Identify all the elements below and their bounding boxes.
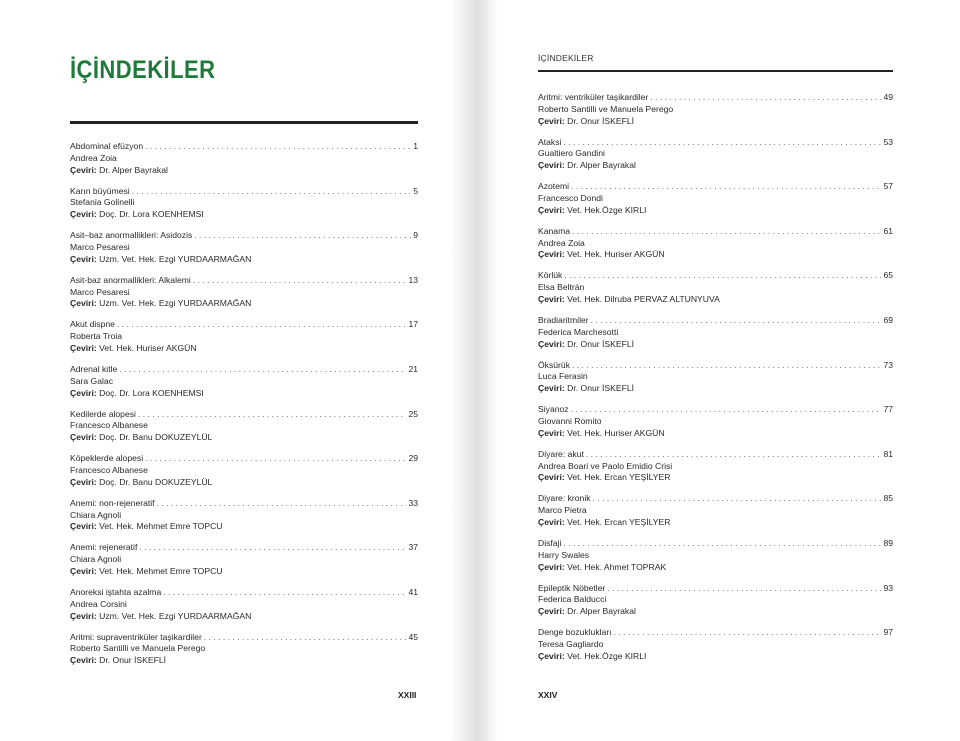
chapter-author: Chiara Agnoli	[70, 509, 122, 520]
toc-entry-heading	[70, 498, 418, 510]
chapter-translator	[70, 432, 418, 444]
translator-label: Çeviri:	[70, 521, 97, 532]
toc-entry	[70, 319, 418, 364]
dot-leader	[193, 275, 407, 287]
chapter-page-number: 81	[883, 448, 893, 459]
dot-leader	[571, 404, 882, 416]
toc-entry-heading	[538, 627, 893, 639]
chapter-translator	[70, 298, 418, 310]
translator-name: Vet. Hek. Mehmet Emre TOPCU	[99, 521, 223, 532]
dot-leader	[614, 627, 882, 639]
chapter-title: Karın büyümesi	[70, 185, 130, 196]
dot-leader	[157, 498, 407, 510]
translator-label: Çeviri:	[70, 164, 97, 175]
chapter-translator	[70, 566, 418, 578]
chapter-title: Denge bozuklukları	[538, 627, 612, 638]
chapter-title: Asit–baz anormallikleri: Asidozis	[70, 230, 193, 241]
chapter-author: Stefania Golinelli	[70, 197, 135, 208]
translator-label: Çeviri:	[538, 516, 565, 527]
translator-label: Çeviri:	[538, 293, 565, 304]
toc-entry	[70, 364, 418, 409]
dot-leader	[563, 538, 881, 550]
translator-name: Vet. Hek. Ercan YEŞİLYER	[567, 516, 671, 527]
toc-entry	[538, 538, 893, 583]
chapter-title: Epileptik Nöbetler	[538, 582, 606, 593]
chapter-page-number: 97	[883, 627, 893, 638]
chapter-author: Federica Balducci	[538, 594, 607, 605]
translator-name: Vet. Hek. Ahmet TOPRAK	[567, 561, 667, 572]
chapter-translator	[70, 209, 418, 221]
translator-label: Çeviri:	[538, 383, 565, 394]
chapter-translator	[70, 343, 418, 355]
dot-leader	[163, 587, 406, 599]
toc-entry-heading	[538, 360, 893, 372]
translator-name: Vet. Hek. Mehmet Emre TOPCU	[99, 565, 223, 576]
chapter-translator	[538, 606, 893, 618]
chapter-author: Roberto Santilli ve Manuela Perego	[70, 643, 206, 654]
translator-name: Uzm. Vet. Hek. Ezgi YURDAARMAĞAN	[99, 253, 252, 264]
chapter-translator	[538, 562, 893, 574]
chapter-title: Anemi: rejeneratif	[70, 542, 138, 553]
chapter-translator	[70, 655, 418, 667]
chapter-title: Anemi: non-rejeneratif	[70, 497, 155, 508]
chapter-author: Francesco Dondi	[538, 192, 603, 203]
chapter-translator	[538, 472, 893, 484]
chapter-translator	[538, 249, 893, 261]
translator-name: Vet. Hek. Huriser AKGÜN	[567, 249, 665, 260]
right-page	[476, 0, 960, 741]
translator-label: Çeviri:	[538, 160, 565, 171]
chapter-translator	[70, 165, 418, 177]
toc-entry-heading	[70, 186, 418, 198]
toc-entry-heading	[538, 226, 893, 238]
chapter-translator	[538, 116, 893, 128]
chapter-page-number: 89	[883, 537, 893, 548]
toc-entry-heading	[70, 453, 418, 465]
left-page	[0, 0, 476, 741]
toc-entry	[70, 186, 418, 231]
dot-leader	[571, 181, 881, 193]
toc-entry	[70, 587, 418, 632]
dot-leader	[132, 186, 412, 198]
chapter-title: Körlük	[538, 270, 563, 281]
header-rule	[538, 70, 893, 72]
chapter-title: Abdominal efüzyon	[70, 141, 144, 151]
translator-label: Çeviri:	[538, 338, 565, 349]
translator-name: Vet. Hek.Özge KIRLI	[567, 204, 647, 215]
chapter-author: Francesco Albanese	[70, 420, 148, 431]
chapter-author: Andrea Zoia	[538, 237, 585, 248]
chapter-page-number: 57	[883, 181, 893, 192]
dot-leader	[145, 141, 411, 153]
translator-label: Çeviri:	[70, 209, 97, 220]
chapter-page-number: 73	[883, 359, 893, 370]
toc-entry	[538, 270, 893, 315]
chapter-title: Akut dispne	[70, 319, 115, 330]
translator-name: Vet. Hek. Ercan YEŞİLYER	[567, 472, 671, 483]
translator-label: Çeviri:	[538, 472, 565, 483]
toc-entry	[538, 627, 893, 672]
dot-leader	[572, 226, 881, 238]
chapter-page-number: 17	[408, 319, 418, 330]
chapter-author: Andrea Boari ve Paolo Emidio Crisi	[538, 460, 673, 471]
chapter-title: Ataksi	[538, 136, 562, 147]
dot-leader	[563, 137, 881, 149]
chapter-page-number: 65	[883, 270, 893, 281]
toc-entry	[538, 583, 893, 628]
translator-label: Çeviri:	[70, 565, 97, 576]
chapter-author: Chiara Agnoli	[70, 554, 122, 565]
toc-list-left	[70, 141, 418, 676]
toc-entry-heading	[70, 409, 418, 421]
translator-label: Çeviri:	[538, 561, 565, 572]
chapter-page-number: 77	[883, 404, 893, 415]
translator-name: Vet. Hek. Huriser AKGÜN	[567, 427, 665, 438]
page-title: İÇİNDEKİLER	[70, 56, 216, 84]
translator-label: Çeviri:	[538, 115, 565, 126]
toc-entry	[70, 542, 418, 587]
chapter-title: Diyare: akut	[538, 448, 584, 459]
chapter-author: Elsa Beltrán	[538, 282, 585, 293]
chapter-title: Siyanoz	[538, 404, 569, 415]
toc-entry-heading	[538, 137, 893, 149]
chapter-author: Federica Marchesotti	[538, 326, 619, 337]
translator-name: Uzm. Vet. Hek. Ezgi YURDAARMAĞAN	[99, 298, 252, 309]
toc-entry	[70, 453, 418, 498]
toc-entry-heading	[538, 315, 893, 327]
translator-label: Çeviri:	[70, 342, 97, 353]
translator-label: Çeviri:	[538, 606, 565, 617]
chapter-translator	[538, 339, 893, 351]
toc-entry	[538, 226, 893, 271]
chapter-translator	[538, 651, 893, 663]
translator-label: Çeviri:	[538, 650, 565, 661]
dot-leader	[591, 315, 882, 327]
toc-entry	[70, 498, 418, 543]
gutter-shadow	[476, 0, 498, 741]
chapter-page-number: 37	[408, 542, 418, 553]
chapter-title: Kanama	[538, 225, 571, 236]
chapter-translator	[70, 388, 418, 400]
chapter-author: Roberto Santilli ve Manuela Perego	[538, 103, 674, 114]
chapter-title: Diyare: kronik	[538, 493, 591, 504]
translator-name: Dr. Onur İSKEFLİ	[99, 655, 167, 666]
translator-name: Dr. Onur İSKEFLİ	[567, 383, 635, 394]
chapter-author: Gualtiero Gandini	[538, 148, 605, 159]
translator-name: Doç. Dr. Lora KOENHEMSI	[99, 387, 204, 398]
chapter-page-number: 9	[413, 230, 418, 241]
toc-entry	[538, 493, 893, 538]
translator-name: Uzm. Vet. Hek. Ezgi YURDAARMAĞAN	[99, 610, 252, 621]
gutter-shadow	[450, 0, 476, 741]
toc-entry-heading	[538, 583, 893, 595]
chapter-author: Sara Galac	[70, 375, 113, 386]
dot-leader	[119, 364, 406, 376]
dot-leader	[145, 453, 406, 465]
toc-entry-heading	[70, 275, 418, 287]
toc-entry	[70, 632, 418, 677]
dot-leader	[572, 360, 881, 372]
chapter-page-number: 49	[883, 92, 893, 102]
dot-leader	[138, 409, 407, 421]
chapter-title: Anoreksi iştahta azalma	[70, 586, 162, 597]
title-rule	[70, 121, 418, 124]
chapter-title: Disfaji	[538, 537, 562, 548]
chapter-translator	[70, 521, 418, 533]
translator-label: Çeviri:	[538, 249, 565, 260]
chapter-translator	[70, 254, 418, 266]
chapter-author: Marco Pietra	[538, 505, 587, 516]
toc-entry-heading	[70, 141, 418, 153]
toc-entry	[70, 409, 418, 454]
toc-entry	[538, 92, 893, 137]
toc-entry	[70, 141, 418, 186]
dot-leader	[204, 632, 407, 644]
chapter-title: Kedilerde alopesi	[70, 408, 136, 419]
chapter-author: Luca Ferasin	[538, 371, 588, 382]
chapter-translator	[538, 160, 893, 172]
translator-label: Çeviri:	[70, 253, 97, 264]
chapter-page-number: 21	[408, 363, 418, 374]
translator-name: Dr. Alper Bayrakal	[567, 606, 636, 617]
toc-entry-heading	[70, 632, 418, 644]
chapter-title: Asit-baz anormallikleri: Alkalemi	[70, 274, 191, 285]
toc-entry	[538, 404, 893, 449]
chapter-author: Francesco Albanese	[70, 464, 148, 475]
dot-leader	[593, 493, 882, 505]
chapter-page-number: 33	[408, 497, 418, 508]
chapter-author: Giovanni Romito	[538, 415, 602, 426]
chapter-page-number: 53	[883, 136, 893, 147]
translator-name: Vet. Hek.Özge KIRLI	[567, 650, 647, 661]
translator-label: Çeviri:	[70, 432, 97, 443]
translator-label: Çeviri:	[538, 427, 565, 438]
toc-entry	[538, 449, 893, 494]
page-number: XXIV	[538, 690, 558, 700]
toc-entry	[70, 275, 418, 320]
chapter-translator	[538, 205, 893, 217]
translator-name: Vet. Hek. Dilruba PERVAZ ALTUNYUVA	[567, 293, 720, 304]
translator-name: Dr. Onur İSKEFLİ	[567, 115, 635, 126]
translator-label: Çeviri:	[538, 204, 565, 215]
chapter-author: Andrea Zoia	[70, 152, 117, 163]
toc-entry-heading	[70, 319, 418, 331]
chapter-translator	[70, 611, 418, 623]
toc-entry	[70, 230, 418, 275]
chapter-page-number: 61	[883, 225, 893, 236]
chapter-translator	[538, 383, 893, 395]
chapter-title: Adrenal kitle	[70, 363, 118, 374]
toc-entry-heading	[538, 449, 893, 461]
toc-entry	[538, 360, 893, 405]
dot-leader	[650, 92, 881, 104]
toc-entry	[538, 315, 893, 360]
chapter-page-number: 29	[408, 453, 418, 464]
chapter-translator	[70, 477, 418, 489]
chapter-title: Aritmi: ventriküler taşikardiler	[538, 92, 649, 102]
chapter-translator	[538, 294, 893, 306]
dot-leader	[564, 270, 881, 282]
chapter-page-number: 1	[413, 141, 418, 151]
toc-entry-heading	[538, 270, 893, 282]
chapter-author: Marco Pesaresi	[70, 286, 130, 297]
translator-name: Doç. Dr. Banu DOKUZEYLÜL	[99, 476, 213, 487]
chapter-author: Roberta Troia	[70, 331, 123, 342]
chapter-title: Öksürük	[538, 359, 570, 370]
toc-entry	[538, 181, 893, 226]
running-head: İÇİNDEKİLER	[538, 53, 594, 63]
translator-label: Çeviri:	[70, 298, 97, 309]
chapter-page-number: 25	[408, 408, 418, 419]
chapter-translator	[538, 517, 893, 529]
chapter-author: Marco Pesaresi	[70, 241, 130, 252]
toc-entry-heading	[538, 538, 893, 550]
toc-entry	[538, 137, 893, 182]
chapter-author: Andrea Corsini	[70, 598, 127, 609]
translator-name: Doç. Dr. Lora KOENHEMSI	[99, 209, 204, 220]
chapter-page-number: 5	[413, 185, 418, 196]
chapter-translator	[538, 428, 893, 440]
translator-name: Dr. Alper Bayrakal	[567, 160, 636, 171]
chapter-page-number: 45	[408, 631, 418, 642]
translator-name: Dr. Alper Bayrakal	[99, 164, 168, 175]
toc-entry-heading	[70, 230, 418, 242]
toc-entry-heading	[538, 404, 893, 416]
chapter-author: Teresa Gagliardo	[538, 638, 604, 649]
toc-list-right	[538, 92, 893, 672]
toc-entry-heading	[538, 181, 893, 193]
chapter-page-number: 93	[883, 582, 893, 593]
toc-entry-heading	[538, 493, 893, 505]
dot-leader	[117, 319, 407, 331]
toc-entry-heading	[70, 587, 418, 599]
toc-entry-heading	[70, 364, 418, 376]
chapter-author: Harry Swales	[538, 549, 590, 560]
chapter-page-number: 13	[408, 274, 418, 285]
translator-label: Çeviri:	[70, 387, 97, 398]
chapter-page-number: 85	[883, 493, 893, 504]
toc-entry-heading	[538, 92, 893, 104]
translator-label: Çeviri:	[70, 476, 97, 487]
translator-label: Çeviri:	[70, 655, 97, 666]
toc-entry-heading	[70, 542, 418, 554]
translator-name: Vet. Hek. Huriser AKGÜN	[99, 342, 197, 353]
page-number: XXIII	[398, 690, 417, 700]
chapter-title: Azotemi	[538, 181, 570, 192]
chapter-title: Bradiaritmiler	[538, 314, 589, 325]
dot-leader	[194, 230, 411, 242]
chapter-page-number: 69	[883, 314, 893, 325]
translator-name: Dr. Onur İSKEFLİ	[567, 338, 635, 349]
dot-leader	[139, 542, 406, 554]
translator-name: Doç. Dr. Banu DOKUZEYLÜL	[99, 432, 213, 443]
chapter-title: Köpeklerde alopesi	[70, 453, 144, 464]
dot-leader	[607, 583, 881, 595]
dot-leader	[586, 449, 882, 461]
chapter-page-number: 41	[408, 586, 418, 597]
chapter-title: Aritmi: supraventriküler taşikardiler	[70, 631, 202, 642]
translator-label: Çeviri:	[70, 610, 97, 621]
